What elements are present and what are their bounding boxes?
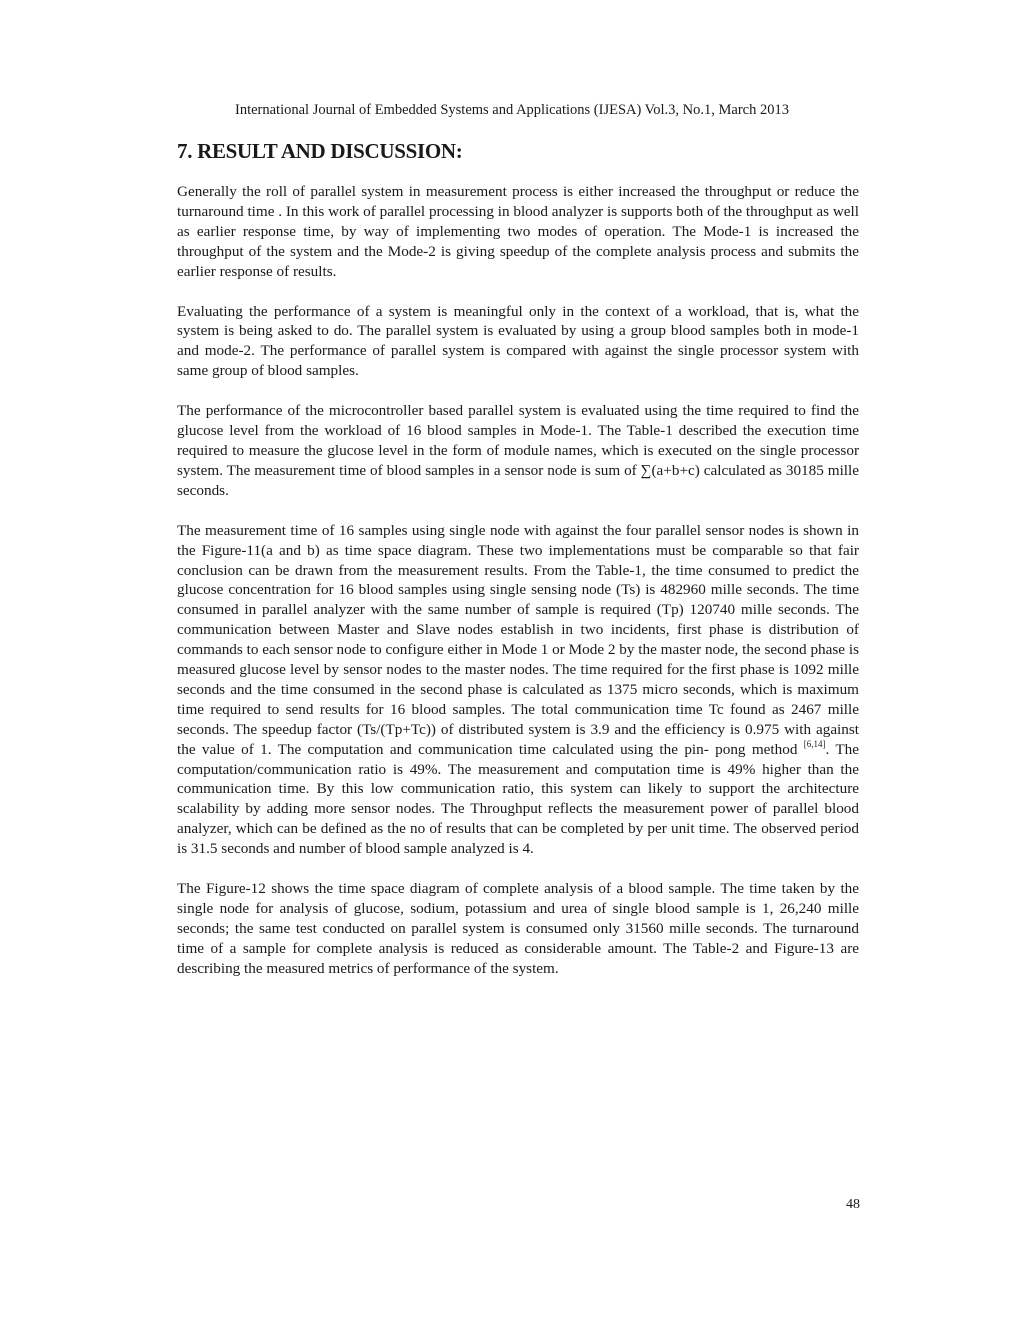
section-title: 7. RESULT AND DISCUSSION: — [177, 139, 463, 163]
body-text — [177, 182, 859, 999]
paragraph-3: The performance of the microcontroller based parallel system is evaluated using the time required to find the glucose level from the workload of 16 blood samples in Mode-1. The Table-1 described the execution time required to measure the glucose level in the form of module names, which is executed on the single processor system. The measurement time of blood samples in a sensor node is sum of ∑(a+b+c) calculated as 30185 mille seconds. — [177, 402, 859, 499]
paragraph-4-text-b: . The computation/communication ratio is 49%. The measurement and computation time is 49% higher than the communication time. By this low communication ratio, this system can likely to support the architecture scalability by adding more sensor nodes. The Throughput reflects the measurement power of parallel blood analyzer, which can be defined as the no of results that can be completed by per unit time. The observed period is 31.5 seconds and number of blood sample analyzed is 4. — [177, 740, 860, 858]
citation-reference: [6,14] — [803, 738, 826, 749]
paragraph-4 — [177, 521, 859, 859]
paragraph-5: The Figure-12 shows the time space diagram of complete analysis of a blood sample. The time taken by the single node for analysis of glucose, sodium, potassium and urea of single blood sample is 1, 26,240 mille seconds; the same test conducted on parallel system is consumed only 31560 mille seconds. The turnaround time of a sample for complete analysis is reduced as considerable amount. The Table-2 and Figure-13 are describing the measured metrics of performance of the system. — [177, 880, 859, 977]
running-header: International Journal of Embedded Systems and Applications (IJESA) Vol.3, No.1, March 2013 — [234, 102, 789, 118]
paragraph-1: Generally the roll of parallel system in measurement process is either increased the throughput or reduce the turnaround time . In this work of parallel processing in blood analyzer is supports both of the throughput as well as earlier response time, by way of implementing two modes of operation. The Mode-1 is increased the throughput of the system and the Mode-2 is giving speedup of the complete analysis process and submits the earlier response of results. — [177, 183, 859, 280]
paragraph-4-text-a: The measurement time of 16 samples using single node with against the four parallel sensor nodes is shown in the Figure-11(a and b) as time space diagram. These two implementations must be comparable so that fair conclusion can be drawn from the measurement results. From the Table-1, the time consumed to predict the glucose concentration for 16 blood samples using single sensing node (Ts) is 482960 mille seconds. The time consumed in parallel analyzer with the same number of sample is required (Tp) 120740 mille seconds. The communication between Master and Slave nodes establish in two incidents, first phase is distribution of commands to each sensor node to configure either in Mode 1 or Mode 2 by the master node, the second phase is measured glucose level by sensor nodes to the master nodes. The time required for the first phase is 1092 mille seconds and the time consumed in the second phase is calculated as 1375 micro seconds, which is maximum time required to send results for 16 blood samples. The total communication time Tc found as 2467 mille seconds. The speedup factor (Ts/(Tp+Tc)) of distributed system is 3.9 and the efficiency is 0.975 with against the value of 1. The computation and communication time calculated using the pin- pong method — [177, 521, 859, 758]
page-number: 48 — [846, 1197, 860, 1212]
paragraph-2: Evaluating the performance of a system is meaningful only in the context of a workload, that is, what the system is being asked to do. The parallel system is evaluated by using a group blood samples both in mode-1 and mode-2. The performance of parallel system is compared with against the single processor system with same group of blood samples. — [177, 302, 859, 380]
